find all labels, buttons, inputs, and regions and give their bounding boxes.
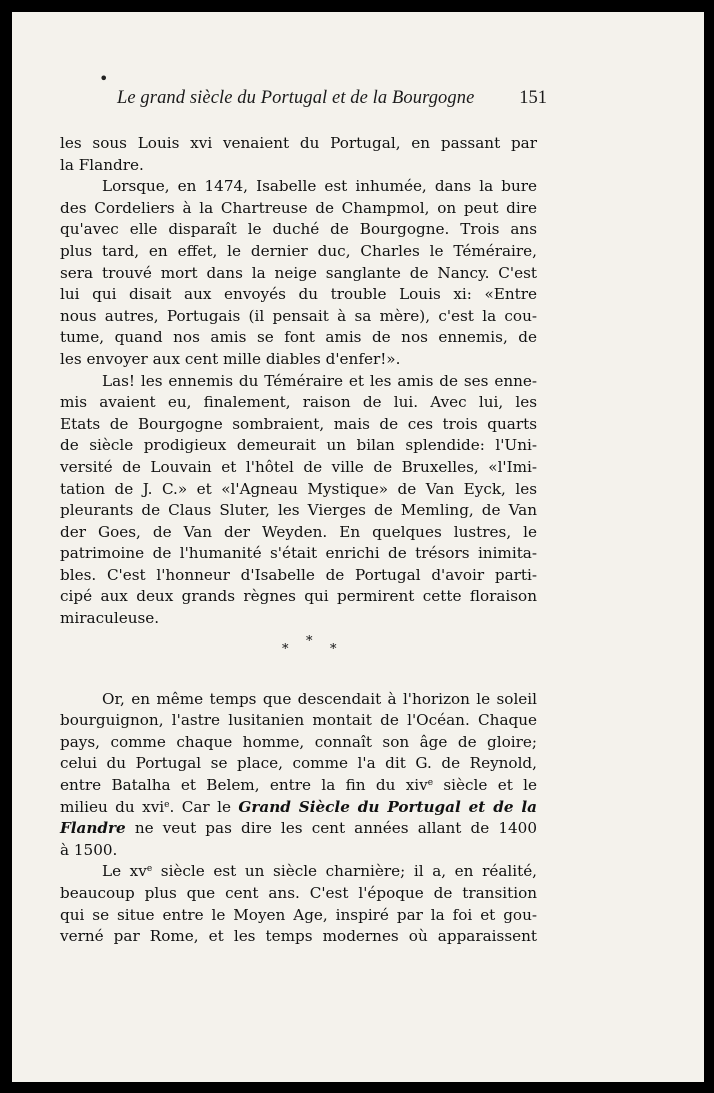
text-line: Or, en même temps que descendait à l'horizon le soleil: [102, 689, 537, 708]
text-line: mis avaient eu, finalement, raison de lui. Avec lui, les: [60, 393, 537, 412]
book-title-italic: Flandre: [60, 819, 126, 838]
text-line: entre Batalha et Belem, entre la fin du xiv$^e$ siècle et le: [60, 776, 537, 795]
text-line: qu'avec elle disparaît le duché de Bourgogne. Trois ans: [60, 220, 537, 239]
text-line: qui se situe entre le Moyen Age, inspiré par la foi et gou-: [60, 905, 537, 924]
text-line: beaucoup plus que cent ans. C'est l'époque de transition: [60, 884, 537, 902]
text-line: Lorsque, en 1474, Isabelle est inhumée, dans la bure: [102, 177, 537, 196]
text-line: lui qui disait aux envoyés du trouble Louis xi: «Entre: [60, 285, 537, 304]
book-title-italic: Grand Siècle du Portugal et de la: [238, 797, 538, 816]
text-line: verné par Rome, et les temps modernes où apparaissent: [60, 927, 537, 946]
body-text: [60, 133, 537, 948]
running-title: Le grand siècle du Portugal et de la Bourgogne: [117, 88, 475, 108]
running-header: [117, 88, 547, 112]
text-line: des Cordeliers à la Chartreuse de Champmol, on peut dire: [60, 198, 537, 217]
page-number: 151: [519, 88, 547, 108]
text-line: Le $xv^e$ siècle est un siècle charnière; il a, en réalité,: [102, 862, 538, 881]
text-line: nous autres, Portugais (il pensait à sa mère), c'est la cou-: [60, 306, 537, 325]
text-line: les envoyer aux cent mille diables d'enfer!».: [60, 349, 401, 368]
text-line: tume, quand nos amis se font amis de nos ennemis, de: [60, 328, 537, 347]
text-line: tation de J. C.» et «l'Agneau Mystique» de Van Eyck, les: [60, 479, 537, 498]
page-ornament: •: [99, 69, 109, 88]
text-line: sera trouvé mort dans la neige sanglante de Nancy. C'est: [60, 263, 537, 282]
text-line: miraculeuse.: [60, 609, 160, 628]
text-line: bourguignon, l'astre lusitanien montait de l'Océan. Chaque: [60, 711, 537, 730]
text-line: plus tard, en effet, le dernier duc, Charles le Téméraire,: [60, 241, 537, 260]
section-break: [60, 630, 537, 689]
text-line: de siècle prodigieux demeurait un bilan splendide: l'Uni-: [60, 436, 537, 455]
text-line: pleurants de Claus Sluter, les Vierges de Memling, de Van: [60, 501, 537, 520]
book-page: [12, 12, 704, 1082]
text-line: Las! les ennemis du Téméraire et les amis de ses enne-: [102, 371, 537, 390]
text-line: versité de Louvain et l'hôtel de ville de Bruxelles, «l'Imi-: [60, 457, 537, 476]
text-line: der Goes, de Van der Weyden. En quelques lustres, le: [60, 522, 537, 541]
text-line: celui du Portugal se place, comme l'a dit G. de Reynold,: [60, 754, 537, 773]
text-line: à 1500.: [60, 840, 118, 859]
text-line: Etats de Bourgogne sombraient, mais de ces trois quarts: [60, 414, 537, 433]
text-line: la Flandre.: [60, 155, 144, 174]
asterisk: *: [282, 641, 289, 657]
text-line: Flandre ne veut pas dire les cent années allant de 1400: [60, 819, 537, 838]
text-line: les sous Louis xvi venaient du Portugal, en passant par: [60, 134, 537, 152]
text-line: milieu du xvi$^e$. Car le Grand Siècle du Portugal et de la: [60, 797, 538, 816]
asterisk: *: [306, 633, 313, 649]
text-line: pays, comme chaque homme, connaît son âge de gloire;: [60, 732, 537, 751]
text-line: bles. C'est l'honneur d'Isabelle de Portugal d'avoir parti-: [60, 565, 537, 584]
asterisk: *: [330, 641, 337, 657]
text-line: cipé aux deux grands règnes qui permirent cette floraison: [60, 587, 537, 606]
text-line: patrimoine de l'humanité s'était enrichi de trésors inimita-: [60, 544, 537, 563]
